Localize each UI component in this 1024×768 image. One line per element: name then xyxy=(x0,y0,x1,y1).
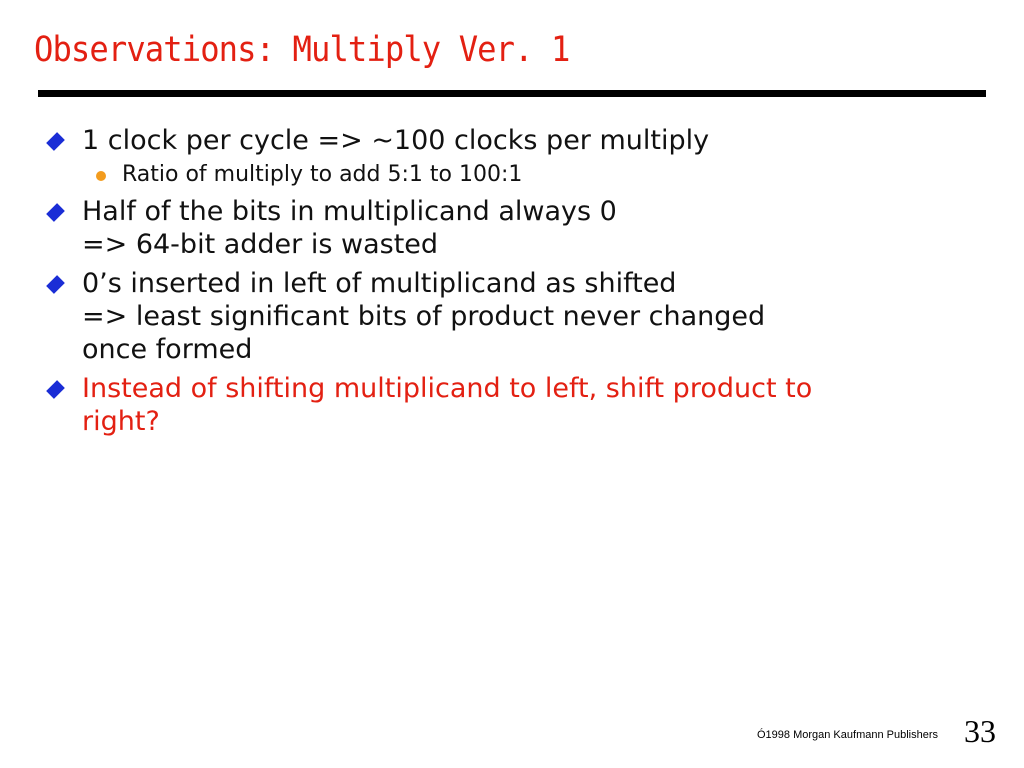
sub-bullet-item xyxy=(48,161,928,189)
slide-title: Observations: Multiply Ver. 1 xyxy=(34,30,570,70)
bullet-item xyxy=(48,124,928,157)
bullet-text: once formed xyxy=(82,334,253,365)
diamond-icon xyxy=(46,380,65,399)
bullet-text: => 64-bit adder is wasted xyxy=(82,229,439,260)
bullet-text: 1 clock per cycle => ~100 clocks per multiply xyxy=(82,125,710,156)
page-number: 33 xyxy=(964,713,996,749)
diamond-icon xyxy=(46,275,65,294)
sub-bullet-text: Ratio of multiply to add 5:1 to 100:1 xyxy=(122,162,523,187)
bullet-item xyxy=(48,267,928,366)
diamond-icon xyxy=(46,132,65,151)
copyright-footer: Ó1998 Morgan Kaufmann Publishers xyxy=(757,729,938,741)
bullet-text: right? xyxy=(82,406,160,437)
bullet-text: Half of the bits in multiplicand always 0 xyxy=(82,196,617,227)
bullet-text: Instead of shifting multiplicand to left, shift product to xyxy=(82,373,813,404)
bullet-text: 0’s inserted in left of multiplicand as shifted xyxy=(82,268,677,299)
bullet-item xyxy=(48,195,928,261)
diamond-icon xyxy=(46,203,65,222)
highlight-bullet-item xyxy=(48,372,928,438)
dot-icon xyxy=(96,171,106,181)
title-divider xyxy=(38,90,986,97)
bullet-list xyxy=(48,124,928,444)
bullet-text: => least significant bits of product never changed xyxy=(82,301,766,332)
